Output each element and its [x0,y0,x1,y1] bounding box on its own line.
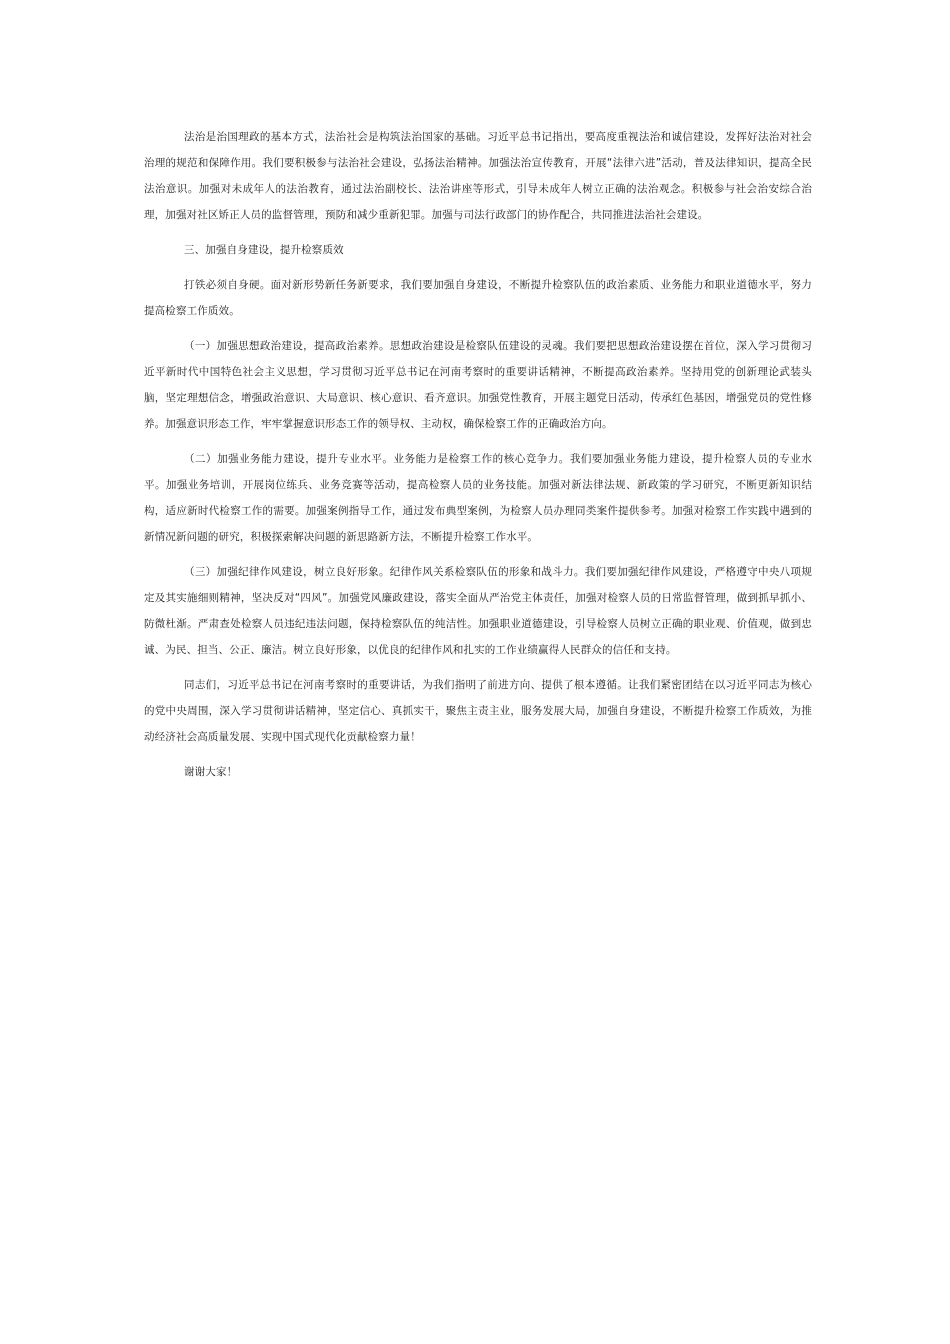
section-heading-self-building: 三、加强自身建设，提升检察质效 [184,244,344,256]
paragraph-thanks: 谢谢大家！ [184,766,238,778]
paragraph-conclusion: 同志们，习近平总书记在河南考察时的重要讲话，为我们指明了前进方向、提供了根本遵循。让我们紧密团结在以习近平同志为核心的党中央周围，深入学习贯彻讲话精神，坚定信心、真抓实干，聚焦主责主业，服务发展大局，加强自身建设，不断提升检察工作质效，为推动经济社会高质量发展、实现中国式现代化贡献检察力量！ [144,679,812,743]
paragraph-rule-of-law: 法治是治国理政的基本方式，法治社会是构筑法治国家的基础。习近平总书记指出，要高度重视法治和诚信建设，发挥好法治对社会治理的规范和保障作用。我们要积极参与法治社会建设，弘扬法治精神。加强法治宣传教育，开展“法律六进”活动，普及法律知识，提高全民法治意识。加强对未成年人的法治教育，通过法治副校长、法治讲座等形式，引导未成年人树立正确的法治观念。积极参与社会治安综合治理，加强对社区矫正人员的监督管理，预防和减少重新犯罪。加强与司法行政部门的协作配合，共同推进法治社会建设。 [144,131,812,221]
paragraph-discipline-style: （三）加强纪律作风建设，树立良好形象。纪律作风关系检察队伍的形象和战斗力。我们要加强纪律作风建设，严格遵守中央八项规定及其实施细则精神，坚决反对“四风”。加强党风廉政建设，落实全面从严治党主体责任，加强对检察人员的日常监督管理，做到抓早抓小、防微杜渐。严肃查处检察人员违纪违法问题，保持检察队伍的纯洁性。加强职业道德建设，引导检察人员树立正确的职业观、价值观，做到忠诚、为民、担当、公正、廉洁。树立良好形象，以优良的纪律作风和扎实的工作业绩赢得人民群众的信任和支持。 [144,566,812,656]
paragraph-self-building-intro: 打铁必须自身硬。面对新形势新任务新要求，我们要加强自身建设，不断提升检察队伍的政治素质、业务能力和职业道德水平，努力提高检察工作质效。 [144,279,812,317]
paragraph-political-building: （一）加强思想政治建设，提高政治素养。思想政治建设是检察队伍建设的灵魂。我们要把思想政治建设摆在首位，深入学习贯彻习近平新时代中国特色社会主义思想，学习贯彻习近平总书记在河南考察时的重要讲话精神，不断提高政治素养。坚持用党的创新理论武装头脑，坚定理想信念，增强政治意识、大局意识、核心意识、看齐意识。加强党性教育，开展主题党日活动，传承红色基因，增强党员的党性修养。加强意识形态工作，牢牢掌握意识形态工作的领导权、主动权，确保检察工作的正确政治方向。 [144,340,812,430]
paragraph-professional-ability: （二）加强业务能力建设，提升专业水平。业务能力是检察工作的核心竞争力。我们要加强业务能力建设，提升检察人员的专业水平。加强业务培训，开展岗位练兵、业务竞赛等活动，提高检察人员的业务技能。加强对新法律法规、新政策的学习研究，不断更新知识结构，适应新时代检察工作的需要。加强案例指导工作，通过发布典型案例，为检察人员办理同类案件提供参考。加强对检察工作实践中遇到的新情况新问题的研究，积极探索解决问题的新思路新方法，不断提升检察工作水平。 [144,453,812,543]
document-body [144,124,812,794]
